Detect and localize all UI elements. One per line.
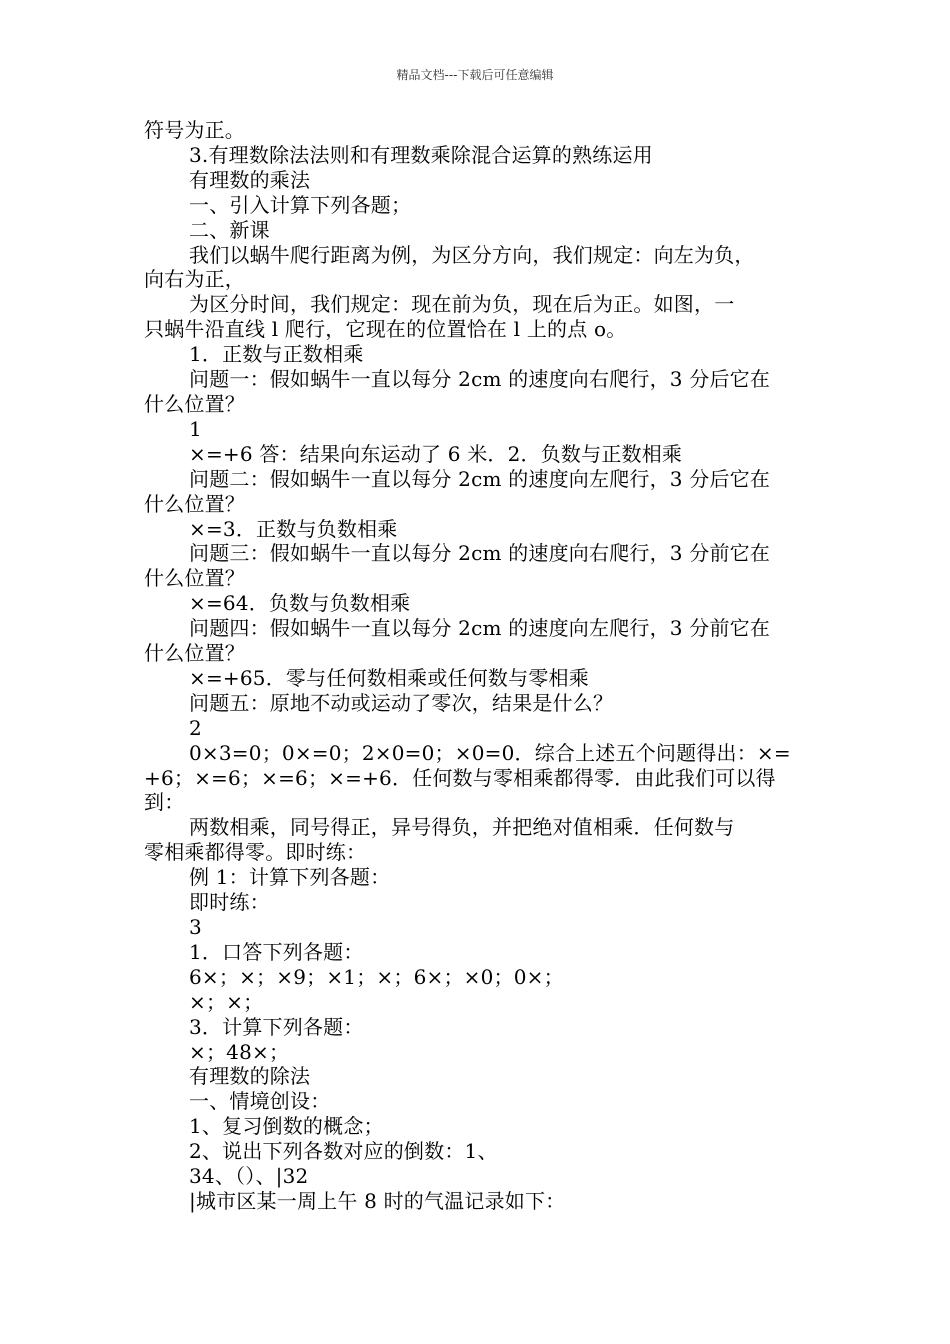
text-line: 问题一：假如蜗牛一直以每分 2cm 的速度向右爬行，3 分后它在 — [189, 367, 771, 392]
text-line: 向右为正， — [144, 267, 245, 292]
text-line: 只蜗牛沿直线 l 爬行，它现在的位置恰在 l 上的点 o。 — [144, 317, 627, 342]
text-line: 有理数的乘法 — [189, 167, 311, 192]
text-line: 问题五：原地不动或运动了零次，结果是什么？ — [189, 690, 614, 715]
text-line: 我们以蜗牛爬行距离为例，为区分方向，我们规定：向左为负， — [189, 242, 755, 267]
text-line: 符号为正。 — [144, 118, 245, 142]
text-line: 问题三：假如蜗牛一直以每分 2cm 的速度向右爬行，3 分前它在 — [189, 541, 771, 566]
document-body — [144, 118, 814, 1214]
text-line: 一、情境创设： — [189, 1089, 331, 1114]
text-line: |城市区某一周上午 8 时的气温记录如下： — [189, 1188, 566, 1213]
text-line: 1、复习倒数的概念； — [189, 1114, 384, 1139]
text-line: 有理数的除法 — [189, 1064, 311, 1089]
text-line: ×；48×； — [189, 1039, 290, 1064]
text-line: ×=3．正数与负数相乘 — [189, 516, 398, 541]
text-line: 问题二：假如蜗牛一直以每分 2cm 的速度向左爬行，3 分后它在 — [189, 466, 771, 491]
text-line: 问题四：假如蜗牛一直以每分 2cm 的速度向左爬行，3 分前它在 — [189, 616, 771, 641]
text-line: 0×3=0；0×=0；2×0=0；×0=0．综合上述五个问题得出：×= — [189, 740, 791, 765]
text-line: ×=64．负数与负数相乘 — [189, 591, 411, 616]
page-header: 精品文档---下载后可任意编辑 — [396, 68, 554, 82]
text-line: 什么位置？ — [144, 566, 245, 591]
text-line: 什么位置？ — [144, 391, 245, 416]
text-line: 2、说出下列各数对应的倒数：1、 — [189, 1139, 498, 1164]
text-line: 3 — [189, 915, 202, 939]
text-line: 二、新课 — [189, 217, 270, 242]
text-line: ×=+6 答：结果向东运动了 6 米．2．负数与正数相乘 — [189, 441, 683, 466]
text-line: +6；×=6；×=6；×=+6．任何数与零相乘都得零．由此我们可以得 — [144, 765, 776, 790]
text-line: 3．计算下列各题： — [189, 1014, 364, 1039]
text-line: 什么位置？ — [144, 491, 245, 516]
text-line: 1．正数与正数相乘 — [189, 342, 364, 367]
text-line: 例 1：计算下列各题： — [189, 865, 391, 890]
text-line: 一、引入计算下列各题； — [189, 192, 412, 217]
text-line: 零相乘都得零。即时练： — [144, 840, 367, 865]
text-line: 1 — [189, 416, 202, 441]
text-line: 3.有理数除法法则和有理数乘除混合运算的熟练运用 — [189, 142, 653, 167]
text-line: 两数相乘，同号得正，异号得负，并把绝对值相乘．任何数与 — [189, 815, 735, 840]
text-line: ×=+65．零与任何数相乘或任何数与零相乘 — [189, 665, 589, 690]
text-line: 到： — [144, 790, 185, 815]
text-line: ×；×； — [189, 989, 264, 1014]
text-line: 为区分时间，我们规定：现在前为负，现在后为正。如图，一 — [189, 292, 735, 317]
text-line: 34、（）、|32 — [189, 1164, 309, 1189]
text-line: 即时练： — [189, 890, 270, 915]
text-line: 2 — [189, 715, 202, 740]
text-line: 1．口答下列各题： — [189, 939, 364, 964]
text-line: 什么位置？ — [144, 641, 245, 666]
text-line: 6×；×；×9；×1；×；6×；×0；0×； — [189, 964, 564, 989]
